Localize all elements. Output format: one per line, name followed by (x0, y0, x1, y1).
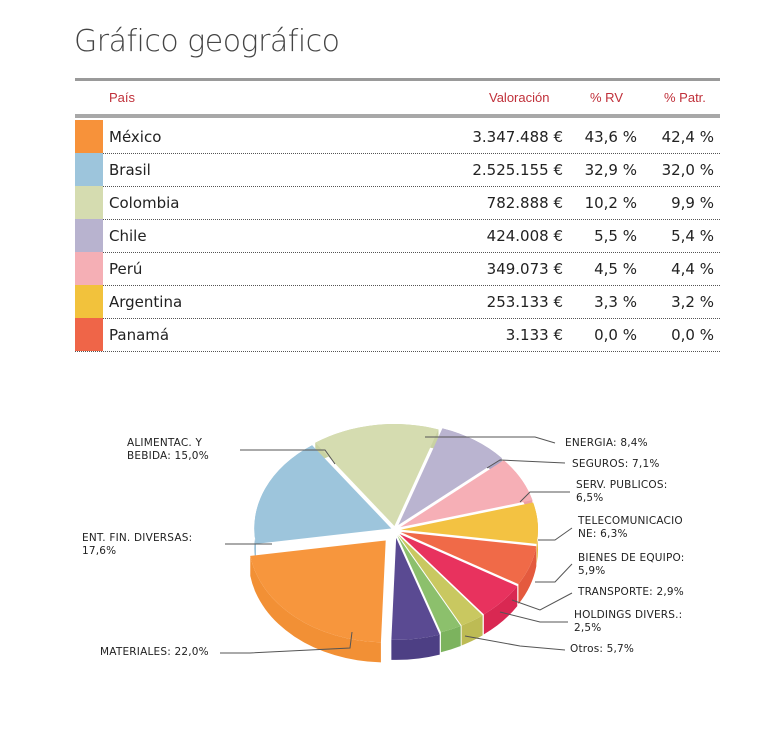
country-name: Panamá (109, 326, 170, 344)
country-name: Colombia (109, 194, 180, 212)
country-rv: 0,0 % (594, 326, 637, 344)
country-swatch (75, 186, 103, 219)
country-rv: 4,5 % (594, 260, 637, 278)
table-row (75, 120, 720, 154)
header-rv: % RV (590, 90, 623, 105)
header-rule (75, 114, 720, 118)
country-name: Brasil (109, 161, 151, 179)
country-patr: 4,4 % (671, 260, 714, 278)
leader-line (465, 636, 565, 650)
table-row (75, 252, 720, 286)
table-row (75, 219, 720, 253)
page-title: Gráfico geográfico (74, 24, 340, 59)
country-valoracion: 2.525.155 € (472, 161, 563, 179)
country-swatch (75, 219, 103, 252)
country-valoracion: 253.133 € (486, 293, 563, 311)
pie-label: SERV. PUBLICOS: 6,5% (576, 479, 668, 504)
pie-label: BIENES DE EQUIPO: 5,9% (578, 552, 685, 577)
header-valoracion: Valoración (489, 90, 550, 105)
country-rv: 32,9 % (584, 161, 637, 179)
pie-label: ENT. FIN. DIVERSAS: 17,6% (82, 532, 193, 557)
pie-label: MATERIALES: 22,0% (100, 646, 209, 658)
leader-line (535, 564, 572, 582)
country-swatch (75, 153, 103, 186)
leader-line (538, 528, 572, 540)
country-rv: 5,5 % (594, 227, 637, 245)
country-swatch (75, 252, 103, 285)
country-patr: 32,0 % (661, 161, 714, 179)
country-swatch (75, 120, 103, 153)
country-name: Perú (109, 260, 143, 278)
pie-label: TRANSPORTE: 2,9% (578, 586, 684, 598)
table-row (75, 153, 720, 187)
country-rv: 3,3 % (594, 293, 637, 311)
sector-pie-chart (0, 400, 780, 744)
country-swatch (75, 318, 103, 351)
country-swatch (75, 285, 103, 318)
country-valoracion: 424.008 € (486, 227, 563, 245)
table-row (75, 285, 720, 319)
country-patr: 5,4 % (671, 227, 714, 245)
country-patr: 42,4 % (661, 128, 714, 146)
pie-label: TELECOMUNICACIO NE: 6,3% (578, 515, 683, 540)
pie-label: Otros: 5,7% (570, 643, 635, 655)
table-row (75, 186, 720, 220)
pie-slice (250, 540, 385, 642)
country-patr: 9,9 % (671, 194, 714, 212)
country-name: México (109, 128, 162, 146)
country-name: Chile (109, 227, 147, 245)
header-pais: País (109, 90, 136, 105)
country-name: Argentina (109, 293, 183, 311)
pie-label: ENERGIA: 8,4% (565, 437, 648, 449)
country-rv: 43,6 % (584, 128, 637, 146)
country-valoracion: 3.133 € (505, 326, 563, 344)
pie-label: HOLDINGS DIVERS.: 2,5% (574, 609, 683, 634)
pie-label: SEGUROS: 7,1% (572, 458, 660, 470)
country-patr: 3,2 % (671, 293, 714, 311)
pie-label: ALIMENTAC. Y BEBIDA: 15,0% (127, 437, 209, 462)
country-patr: 0,0 % (671, 326, 714, 344)
table-row (75, 318, 720, 352)
country-rv: 10,2 % (584, 194, 637, 212)
country-valoracion: 3.347.488 € (472, 128, 563, 146)
header-patr: % Patr. (664, 90, 706, 105)
title-rule (75, 78, 720, 81)
country-valoracion: 349.073 € (486, 260, 563, 278)
country-valoracion: 782.888 € (486, 194, 563, 212)
